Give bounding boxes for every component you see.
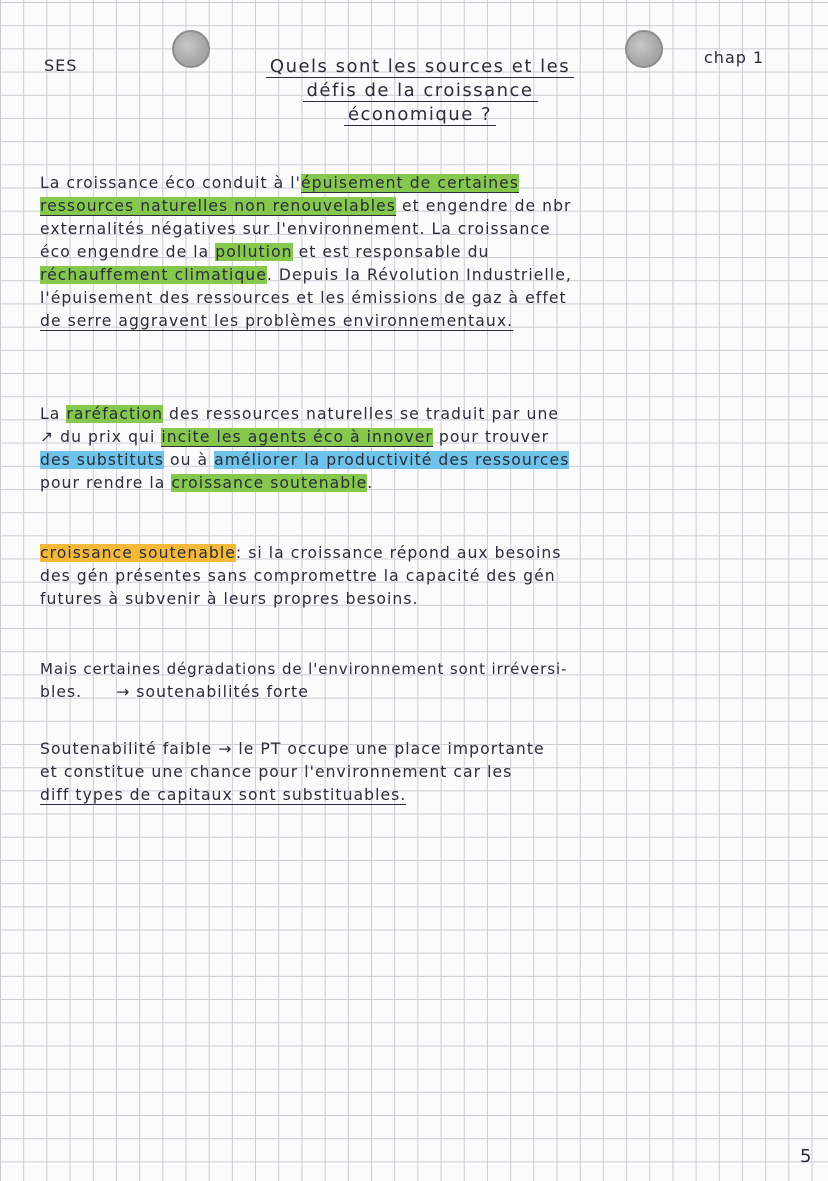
p1-line-3: externalités négatives sur l'environnement. La croissance bbox=[40, 220, 551, 238]
p2-line-3: des substituts ou à améliorer la productivité des ressources bbox=[40, 451, 570, 469]
p2-line-2: ↗ du prix qui incite les agents éco à innover pour trouver bbox=[40, 428, 550, 446]
highlight-green: réchauffement climatique bbox=[40, 266, 267, 284]
p3-line-2: des gén présentes sans compromettre la capacité des gén bbox=[40, 567, 556, 585]
p2-line-4: pour rendre la croissance soutenable. bbox=[40, 474, 374, 492]
page-number: 5 bbox=[800, 1146, 812, 1167]
p1-line-4: éco engendre de la pollution et est responsable du bbox=[40, 243, 490, 261]
p3-line-3: futures à subvenir à leurs propres besoins. bbox=[40, 590, 419, 608]
highlight-green: épuisement de certaines bbox=[301, 174, 519, 192]
highlight-green: pollution bbox=[215, 243, 293, 261]
highlight-yellow: croissance soutenable bbox=[40, 544, 236, 562]
punch-hole-right bbox=[625, 30, 663, 68]
p1-line-1: La croissance éco conduit à l'épuisement de certaines bbox=[40, 174, 519, 192]
p5-line-1: Soutenabilité faible → le PT occupe une place importante bbox=[40, 740, 545, 758]
p4-line-2: bles. → soutenabilités forte bbox=[40, 683, 309, 701]
highlight-blue: améliorer la productivité des ressources bbox=[214, 451, 570, 469]
highlight-green: raréfaction bbox=[66, 405, 164, 423]
p3-line-1: croissance soutenable: si la croissance répond aux besoins bbox=[40, 544, 562, 562]
p4-line-1: Mais certaines dégradations de l'environnement sont irréversi- bbox=[40, 660, 568, 678]
title-line-2: défis de la croissance bbox=[303, 80, 538, 102]
title-line-3: économique ? bbox=[344, 104, 496, 126]
highlight-green: incite les agents éco à innover bbox=[161, 428, 433, 446]
p2-line-1: La raréfaction des ressources naturelles se traduit par une bbox=[40, 405, 560, 423]
chapter-label: chap 1 bbox=[704, 48, 765, 67]
highlight-green: croissance soutenable bbox=[171, 474, 368, 492]
p1-line-2: ressources naturelles non renouvelables et engendre de nbr bbox=[40, 197, 572, 215]
p1-line-7: de serre aggravent les problèmes environnementaux. bbox=[40, 312, 514, 330]
p1-line-6: l'épuisement des ressources et les émissions de gaz à effet bbox=[40, 289, 567, 307]
punch-hole-left bbox=[172, 30, 210, 68]
title-line-1: Quels sont les sources et les bbox=[266, 56, 574, 78]
highlight-green: ressources naturelles non renouvelables bbox=[40, 197, 396, 215]
page-title bbox=[225, 56, 615, 126]
subject-label: SES bbox=[44, 56, 78, 75]
p5-line-3: diff types de capitaux sont substituables. bbox=[40, 786, 407, 804]
p5-line-2: et constitue une chance pour l'environnement car les bbox=[40, 763, 513, 781]
p1-line-5: réchauffement climatique. Depuis la Révolution Industrielle, bbox=[40, 266, 572, 284]
highlight-blue: des substituts bbox=[40, 451, 164, 469]
